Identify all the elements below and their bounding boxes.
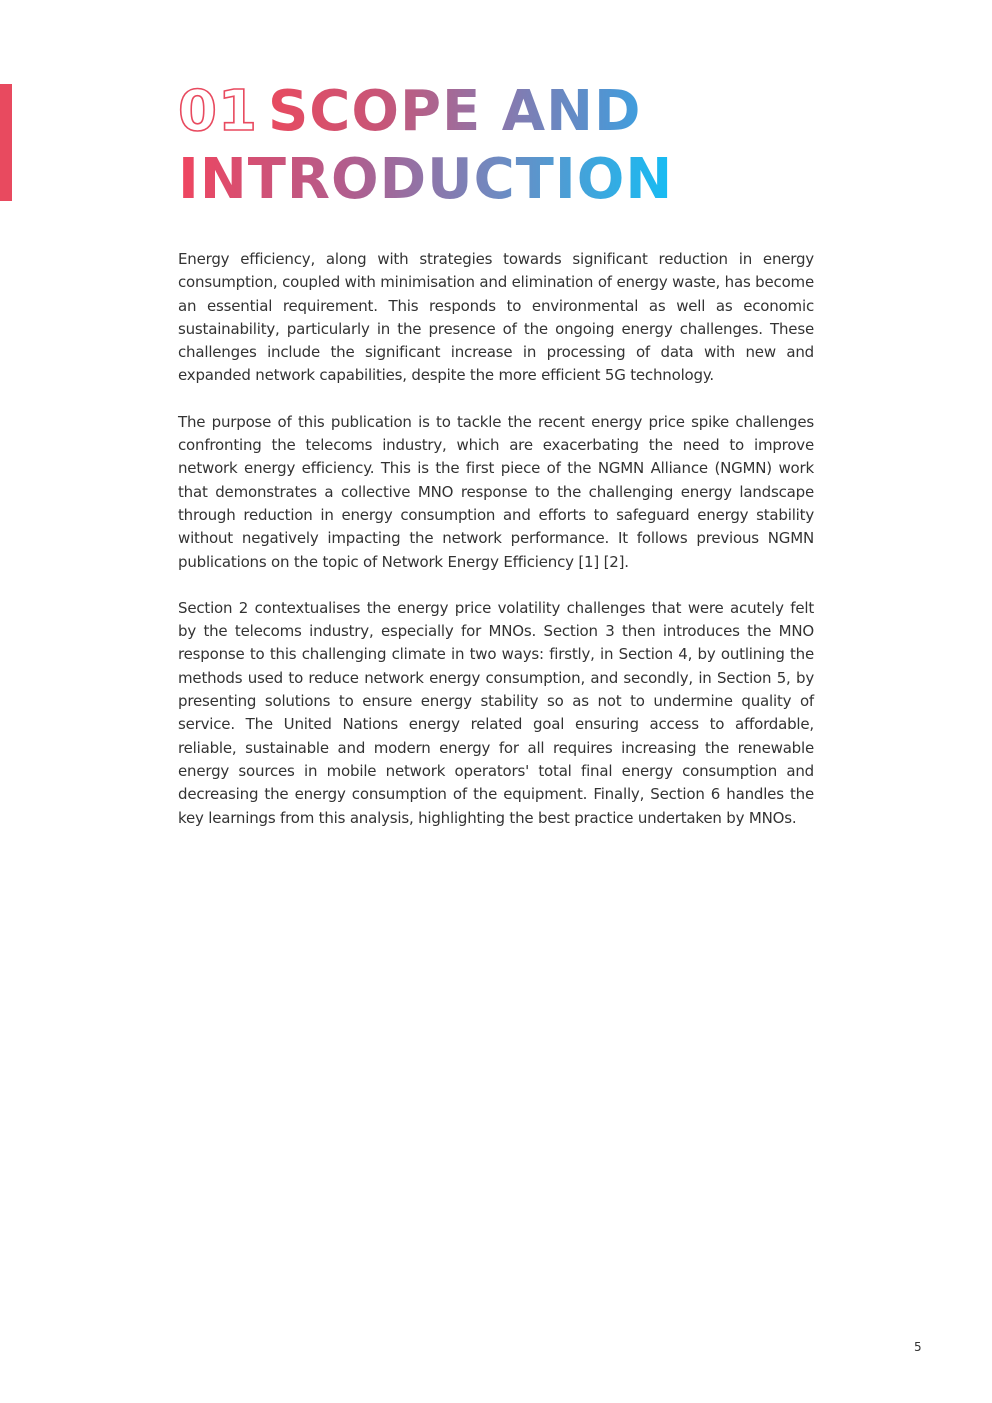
body-text — [178, 248, 814, 853]
paragraph-1: Energy efficiency, along with strategies towards significant reduction in energy consumption, coupled with minimisation and elimination of energy waste, has become an essential requirement. This responds to environmental as well as economic sustainability, particularly in the presence of the ongoing energy challenges. These challenges include the significant increase in processing of data with new and expanded network capabilities, despite the more efficient 5G technology. — [178, 250, 814, 385]
page-number: 5 — [914, 1340, 922, 1354]
heading-line-1: SCOPE AND — [267, 79, 642, 144]
paragraph-3: Section 2 contextualises the energy price volatility challenges that were acutely felt by the telecoms industry, especially for MNOs. Section 3 then introduces the MNO response to this challenging climate in two ways: firstly, in Section 4, by outlining the methods used to reduce network energy consumption, and secondly, in Section 5, by presenting solutions to ensure energy stability so as not to undermine quality of service. The United Nations energy related goal ensuring access to affordable, reliable, sustainable and modern energy for all requires increasing the renewable energy sources in mobile network operators' total final energy consumption and decreasing the energy consumption of the equipment. Finally, Section 6 handles the key learnings from this analysis, highlighting the best practice undertaken by MNOs. — [178, 598, 814, 827]
paragraph-2: The purpose of this publication is to tackle the recent energy price spike challenges confronting the telecoms industry, which are exacerbating the need to improve network energy efficiency. This is the first piece of the NGMN Alliance (NGMN) work that demonstrates a collective MNO response to the challenging energy landscape through reduction in energy consumption and efforts to safeguard energy stability without negatively impacting the network performance. It follows previous NGMN publications on the topic of Network Energy Efficiency [1] [2]. — [178, 412, 814, 571]
heading-line-2: INTRODUCTION — [178, 147, 674, 212]
section-heading — [178, 78, 898, 214]
section-side-marker — [0, 84, 12, 201]
section-number: 01 — [178, 79, 258, 144]
